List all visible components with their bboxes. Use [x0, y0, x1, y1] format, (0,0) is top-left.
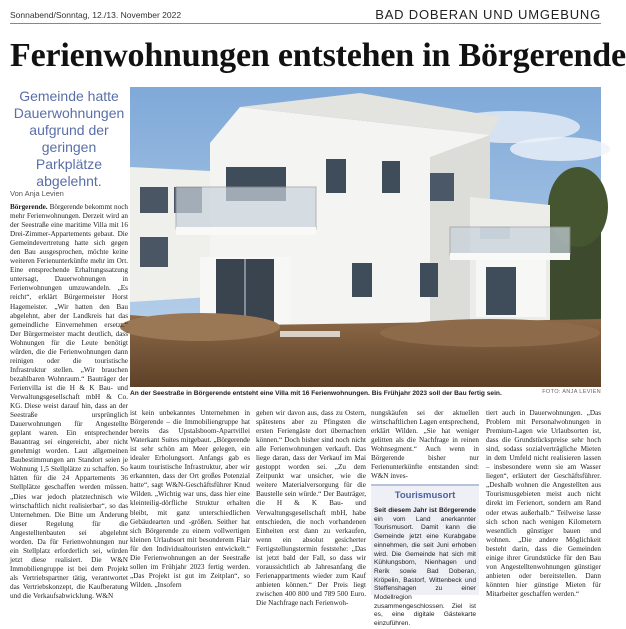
info-box-tourismusort [371, 484, 479, 628]
section-title: BAD DOBERAN UND UMGEBUNG [375, 7, 601, 22]
page-header [10, 8, 601, 24]
article-column-3 [256, 409, 366, 607]
article-column-4 [371, 409, 479, 479]
dateline: Börgerende. [10, 203, 48, 211]
info-box-text: ein vom Land anerkannter Tourismusort. Damit kann die Gemeinde jetzt eine Kurabgabe einnehmen, die seit Juni erhoben wird. Die Gemeinde hat sich mit Kühlungsborn, Nienhagen und Rerik sowie Bad Doberan, Kröpelin, Bastorf, Wittenbeck und Steffenshagen zu einer Modellregion zusammengeschlossen. Ziel ist es, eine digitale Gästekarte einzuführen. [374, 515, 476, 628]
byline: Von Anja Levien [10, 189, 64, 198]
article-photo [130, 87, 601, 387]
deck-subheadline: Gemeinde hatte Dauerwohnungen aufgrund der geringen Parkplätze abgelehnt. [13, 88, 125, 189]
info-box-body [374, 507, 476, 629]
article-column-5 [486, 409, 601, 598]
photo-credit: FOTO: ANJA LEVIEN [542, 389, 601, 395]
column-3-text: gehen wir davon aus, dass zu Ostern, spätestens aber zu Pfingsten die ersten Feriengäste dort übernachten können.“ Doch bisher sind noch nicht alle Ferienwohnungen verkauft. Das liege daran, dass der Verkauf im Mai gestoppt worden sei. „Zu dem Zeitpunkt war unsicher, wie die weitere Materialversorgung für die Baustelle sein würde.“ Der Bauträger, die H & K Bau- und Verwaltungsgesellschaft mbH, habe entschieden, die noch vorhandenen Einheiten erst dann zu verkaufen, wenn ein absolut gesicherter Fertigstellungstermin feststehe: „Das ist jetzt bald der Fall, so dass wir voraussichtlich ab Jahresanfang die Ferienappartments wieder zum Kauf anbieten können.“ Der Preis liegt zwischen 400 800 und 789 500 Euro. Die Nachfrage nach Ferienwoh- [256, 409, 366, 607]
article-column-2 [130, 409, 250, 595]
issue-date: Sonnabend/Sonntag, 12./13. November 2022 [10, 10, 182, 20]
info-box-title: Tourismusort [394, 490, 456, 501]
column-1-text: Börgerende bekommt noch mehr Ferienwohnungen. Derzeit wird an der Seestraße eine maritime Villa mit 16 Drei-Zimmer-Appartements gebaut. Die Gemeindevertretung hatte sich gegen den Bau ausgesprochen, möchte keine weiteren Ferienunterkünfte mehr im Ort. Eine entsprechende Erhaltungssatzung untersagt, Dauerwohnungen in Ferienwohnungen umzuwandeln. „Es reicht“, erklärt Bürgermeister Horst Hagemeister. „Wir hatten den Bau abgelehnt, aber der Landkreis hat das gemeindliche Einvernehmen ersetzt.“ Der Bürgermeister macht deutlich, dass Wohnungen für die Leute benötigt würden, die die Ferienwohnungen dann reinigen oder die touristische Infrastruktur stellen. „Wir brauchen bezahlbaren Wohnraum.“ Bauträger der Ferienvilla ist die H & K Bau- und Verwaltungsgesellschaft mbH & Co. KG. Diese weist darauf hin, dass an der Seestraße ursprünglich Dauerwohnungen für Angestellte geplant waren. Ein entsprechender Bauantrag sei eingereicht, aber nicht genehmigt worden. Laut allgemeinen Baubestimmungen am Standort seien je Wohnung 1,5 Stellplätze zu schaffen. So hätten für die 24 Appartements 36 Stellplätze geschaffen werden müssen. „Dies war jedoch platztechnisch wie wirtschaftlich nicht realisierbar“, so das Unternehmen. Die Bitte um Änderung dieser Regelung für die Angestelltenbauten sei abgelehnt worden. Da für Ferienwohnungen nur ein Stellplatz erforderlich sei, würden jetzt diese realisiert. Die W&N Immobiliengruppe ist bei dem Projekt als Vertriebspartner tätig, verantwortet das Vertriebskonzept, die Kaufberatung und die Verkaufsabwicklung. W&N [10, 203, 128, 601]
info-box-lead: Seit diesem Jahr ist Börgerende [374, 507, 476, 514]
column-4-text: nungskäufen sei der aktuellen wirtschaftlichen Lagen entsprechend, erklärt Wilden. „Sie hat weniger gelitten als die Nachfrage in reinen Wohnsegment.“ Auch wenn in Börgerende bisher nur Ferienunterkünfte entstanden sind: W&N inves- [371, 409, 479, 481]
article-column-1 [10, 203, 128, 601]
headline: Ferienwohnungen entstehen in Börgerende [10, 37, 626, 74]
column-2-text: ist kein unbekanntes Unternehmen in Börgerende – die Immobiliengruppe hat bereits das Upstalsboom-Apartvillei Waterkant Suites mitgebaut. „Börgerende ist sehr schön am Meer gelegen, ein idealer Erholungsort. Anfangs gab es kaum touristische Infrastruktur, aber wir erkannten, dass der Ort großes Potenzial hatte“, sagt W&N-Geschäftsführer Knud Wilden. „Wichtig war uns, dass hier eine kleinteilig-dörfliche Struktur erhalten bleibt, mit ganz unterschiedlichen Gebäudearten und -größen. Seither hat sich Börgerende zu einem vollwertigen kleinen Urlaubsort mit besonderem Flair für den Individualtouristen entwickelt.“ Die Ferienwohnungen an der Seestraße sollen im Frühjahr 2023 fertig werden. „Das Projekt ist gut im Zeitplan“, so Wilden. „Insofern [130, 409, 250, 589]
photo-caption: An der Seestraße in Börgerende entsteht eine Villa mit 16 Ferienwohnungen. Bis Frühjahr 2023 soll der Bau fertig sein. [130, 390, 502, 397]
villa-construction-illustration [130, 87, 601, 387]
column-5-text: tiert auch in Dauerwohnungen. „Das Problem mit Personalwohnungen in Premium-Lagen wie Urlaubsorten ist, dass die Grundstückspreise sehr hoch sind, sodass sozialverträgliche Mieten in dem Umfeld nicht realisieren lassen – insbesondere wenn sie am Wasser liegen“, erläutert der Geschäftsführer. „Deshalb wohnen die Angestellten aus Tourismusgebieten meist auch nicht direkt im Ferienort, sondern am Rand oder etwas außerhalb.“ Teilweise lasse sich schon nach wenigen Kilometern wesentlich günstiger bauen und wohnen. „Die andere Möglichkeit besteht darin, dass die Gemeinden einige ihrer Grundstücke für den Bau von Angestelltenwohnungen günstiger anbieten oder bereitstellen. Dann könnten hier günstige Mieten für Mitarbeiter geschaffen werden.“ [486, 409, 601, 598]
